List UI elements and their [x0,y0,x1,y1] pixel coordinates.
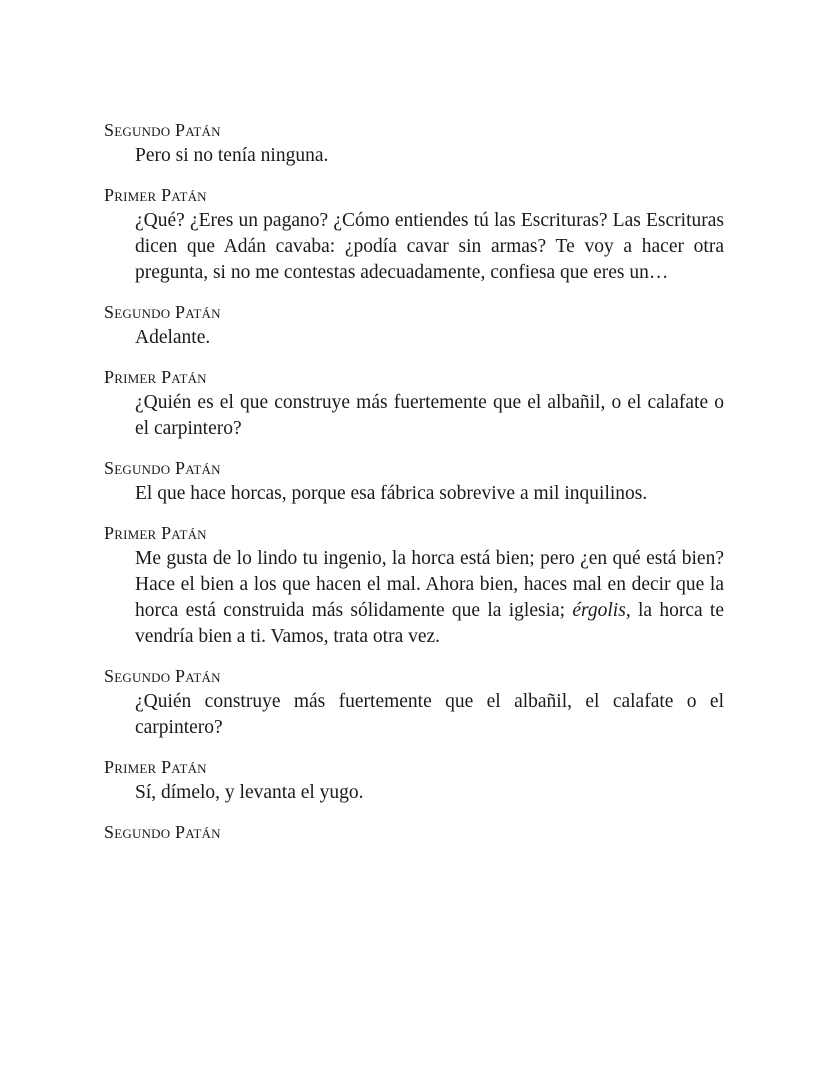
speaker-name: Segundo Patán [104,120,221,140]
speaker-name: Primer Patán [104,757,207,777]
dialogue-entry [104,456,724,507]
speech-text-part: , la horca te vendría bien a ti. Vamos, trata otra vez. [135,600,725,647]
speaker-name: Primer Patán [104,367,207,387]
speech-text: ¿Qué? ¿Eres un pagano? ¿Cómo entiendes tú las Escrituras? Las Escrituras dicen que Adán cavaba: ¿podía cavar sin armas? Te voy a hacer otra pregunta, si no me contestas adecuadamente, confiesa que eres un… [135,210,724,283]
speaker-name: Segundo Patán [104,302,221,322]
speaker-name: Primer Patán [104,185,207,205]
speech-text [135,546,724,650]
dialogue-entry [104,820,724,844]
speaker-name: Primer Patán [104,523,207,543]
dialogue-entry [104,183,724,286]
speech-text: ¿Quién construye más fuertemente que el albañil, el calafate o el carpintero? [135,691,724,738]
document-page [104,118,724,858]
speech-text-part: Me gusta de lo lindo tu ingenio, la horca está bien; pero ¿en qué está bien? Hace el bien a los que hacen el mal. Ahora bien, haces mal en decir que la horca está construida más sólidamente que la iglesia; [135,548,724,621]
speaker-name: Segundo Patán [104,666,221,686]
speaker-name: Segundo Patán [104,822,221,842]
speech-text: Pero si no tenía ninguna. [135,145,329,166]
speaker-name: Segundo Patán [104,458,221,478]
dialogue-entry [104,118,724,169]
dialogue-entry [104,664,724,741]
speech-text: Sí, dímelo, y levanta el yugo. [135,782,364,803]
dialogue-entry [104,521,724,650]
speech-text: El que hace horcas, porque esa fábrica sobrevive a mil inquilinos. [135,483,648,504]
dialogue-entry [104,300,724,351]
speech-text: Adelante. [135,327,211,348]
latin-term: érgolis [572,600,626,621]
dialogue-entry [104,755,724,806]
dialogue-entry [104,365,724,442]
speech-text: ¿Quién es el que construye más fuertemente que el albañil, o el calafate o el carpintero? [135,392,724,439]
